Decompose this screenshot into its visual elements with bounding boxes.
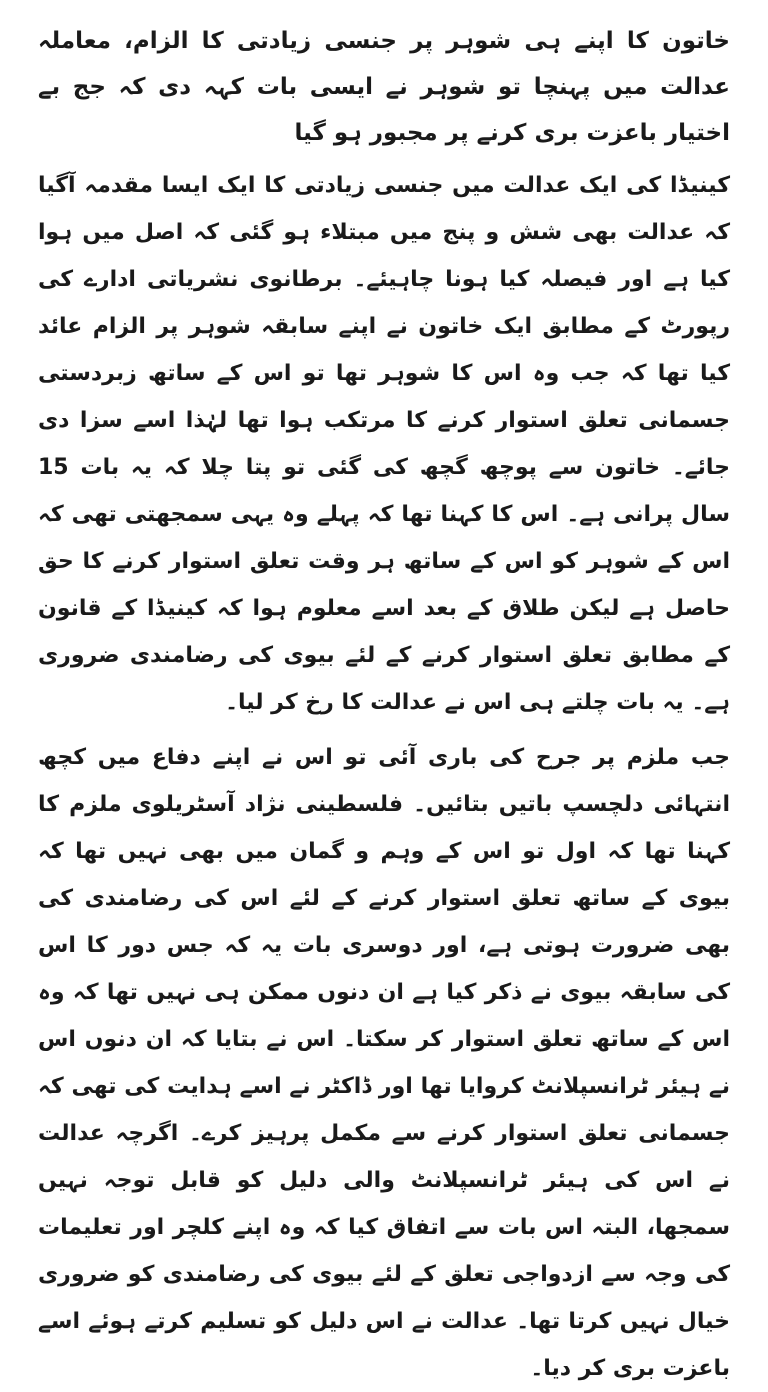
article-paragraph-2: جب ملزم پر جرح کی باری آئی تو اس نے اپنے دفاع میں کچھ انتہائی دلچسپ باتیں بتائیں۔ فلسطینی نژاد آسٹریلوی ملزم کا کہنا تھا کہ اول تو اس کے وہم و گمان میں بھی نہیں تھا کہ بیوی کے ساتھ تعلق استوار کرنے کے لئے اس کی رضامندی کی بھی ضرورت ہوتی ہے، اور دوسری بات یہ کہ جس دور کا اس کی سابقہ بیوی نے ذکر کیا ہے ان دنوں ممکن ہی نہیں تھا کہ وہ اس کے ساتھ تعلق استوار کر سکتا۔ اس نے بتایا کہ ان دنوں اس نے ہیئر ٹرانسپلانٹ کروایا تھا اور ڈاکٹر نے اسے ہدایت کی تھی کہ جسمانی تعلق استوار کرنے سے مکمل پرہیز کرے۔ اگرچہ عدالت نے اس کی ہیئر ٹرانسپلانٹ والی دلیل کو قابل توجہ نہیں سمجھا، البتہ اس بات سے اتفاق کیا کہ وہ اپنے کلچر اور تعلیمات کی وجہ سے ازدواجی تعلق کے لئے بیوی کی رضامندی کو ضروری خیال نہیں کرتا تھا۔ عدالت نے اس دلیل کو تسلیم کرتے ہوئے اسے باعزت بری کر دیا۔ bbox=[38, 745, 730, 1381]
article-headline: خاتون کا اپنے ہی شوہر پر جنسی زیادتی کا الزام، معاملہ عدالت میں پہنچا تو شوہر نے ایسی بات کہہ دی کہ جج بے اختیار باعزت بری کرنے پر مجبور ہو گیا bbox=[38, 28, 730, 146]
article bbox=[38, 18, 730, 1392]
article-paragraph-1: کینیڈا کی ایک عدالت میں جنسی زیادتی کا ایک ایسا مقدمہ آگیا کہ عدالت بھی شش و پنج میں مبتلاء ہو گئی کہ اصل میں ہوا کیا ہے اور فیصلہ کیا ہونا چاہیئے۔ برطانوی نشریاتی ادارے کی رپورٹ کے مطابق ایک خاتون نے اپنے سابقہ شوہر پر الزام عائد کیا تھا کہ جب وہ اس کا شوہر تھا تو اس کے ساتھ زبردستی جسمانی تعلق استوار کرنے کا مرتکب ہوا تھا لہٰذا اسے سزا دی جائے۔ خاتون سے پوچھ گچھ کی گئی تو پتا چلا کہ یہ بات 15 سال پرانی ہے۔ اس کا کہنا تھا کہ پہلے وہ یہی سمجھتی تھی کہ اس کے شوہر کو اس کے ساتھ ہر وقت تعلق استوار کرنے کا حق حاصل ہے لیکن طلاق کے بعد اسے معلوم ہوا کہ کینیڈا کے قانون کے مطابق تعلق استوار کرنے کے لئے بیوی کی رضامندی ضروری ہے۔ یہ بات چلتے ہی اس نے عدالت کا رخ کر لیا۔ bbox=[38, 173, 730, 715]
